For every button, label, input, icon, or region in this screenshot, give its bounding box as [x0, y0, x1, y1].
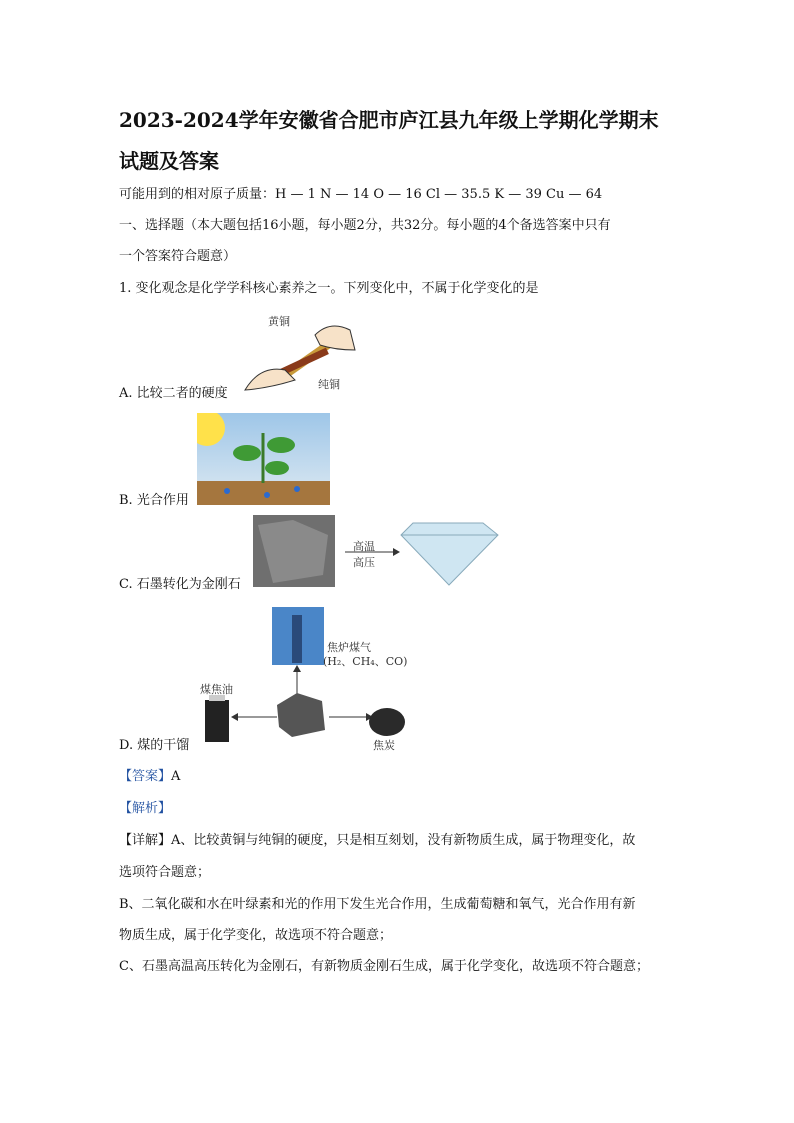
doc-title-line1: 2023-2024学年安徽省合肥市庐江县九年级上学期化学期末 — [119, 108, 659, 132]
coke-oven-gas-label: 焦炉煤气 — [327, 641, 371, 654]
answer-value: A — [171, 769, 181, 784]
option-b: B. 光合作用 — [119, 493, 189, 508]
coke-label: 焦炭 — [373, 739, 395, 752]
detail-line-4: 物质生成，属于化学变化，故选项不符合题意； — [119, 928, 393, 943]
detail-text: A、比较黄铜与纯铜的硬度，只是相互刻划，没有新物质生成，属于物理变化，故 — [171, 833, 636, 848]
high-pressure-label: 高压 — [353, 556, 375, 569]
option-d: D. 煤的干馏 — [119, 738, 190, 753]
photosynthesis-image — [197, 413, 330, 505]
hardness-comparison-image — [240, 310, 365, 395]
detail-tag: 【详解】 — [119, 833, 172, 848]
option-c: C. 石墨转化为金刚石 — [119, 577, 241, 592]
detail-line-5: C、石墨高温高压转化为金刚石，有新物质金刚石生成，属于化学变化，故选项不符合题意； — [119, 959, 649, 974]
section-heading: 一、选择题（本大题包括16小题，每小题2分，共32分。每小题的4个备选答案中只有 — [119, 218, 611, 233]
answer-line — [119, 769, 180, 785]
brass-label: 黄铜 — [268, 315, 290, 328]
detail-line-2: 选项符合题意； — [119, 865, 211, 880]
section-heading-cont: 一个答案符合题意） — [119, 249, 237, 264]
coke-oven-gas-formula: (H₂、CH₄、CO) — [323, 655, 408, 668]
question-1: 1. 变化观念是化学学科核心素养之一。下列变化中，不属于化学变化的是 — [119, 281, 539, 296]
analysis-tag: 【解析】 — [119, 801, 172, 816]
option-a: A. 比较二者的硬度 — [119, 386, 228, 401]
coal-distillation-image — [197, 605, 412, 755]
copper-label: 纯铜 — [318, 378, 340, 391]
coal-tar-label: 煤焦油 — [200, 683, 233, 696]
high-temp-label: 高温 — [353, 540, 375, 553]
atomic-masses: 可能用到的相对原子质量：H — 1 N — 14 O — 16 Cl — 35.5 K — 39 Cu — 64 — [119, 187, 603, 202]
doc-title-line2: 试题及答案 — [119, 149, 219, 173]
detail-line-3: B、二氧化碳和水在叶绿素和光的作用下发生光合作用，生成葡萄糖和氧气，光合作用有新 — [119, 897, 636, 912]
detail-line-1 — [119, 833, 635, 849]
answer-tag: 【答案】 — [119, 769, 172, 784]
graphite-to-diamond-image — [253, 515, 503, 590]
